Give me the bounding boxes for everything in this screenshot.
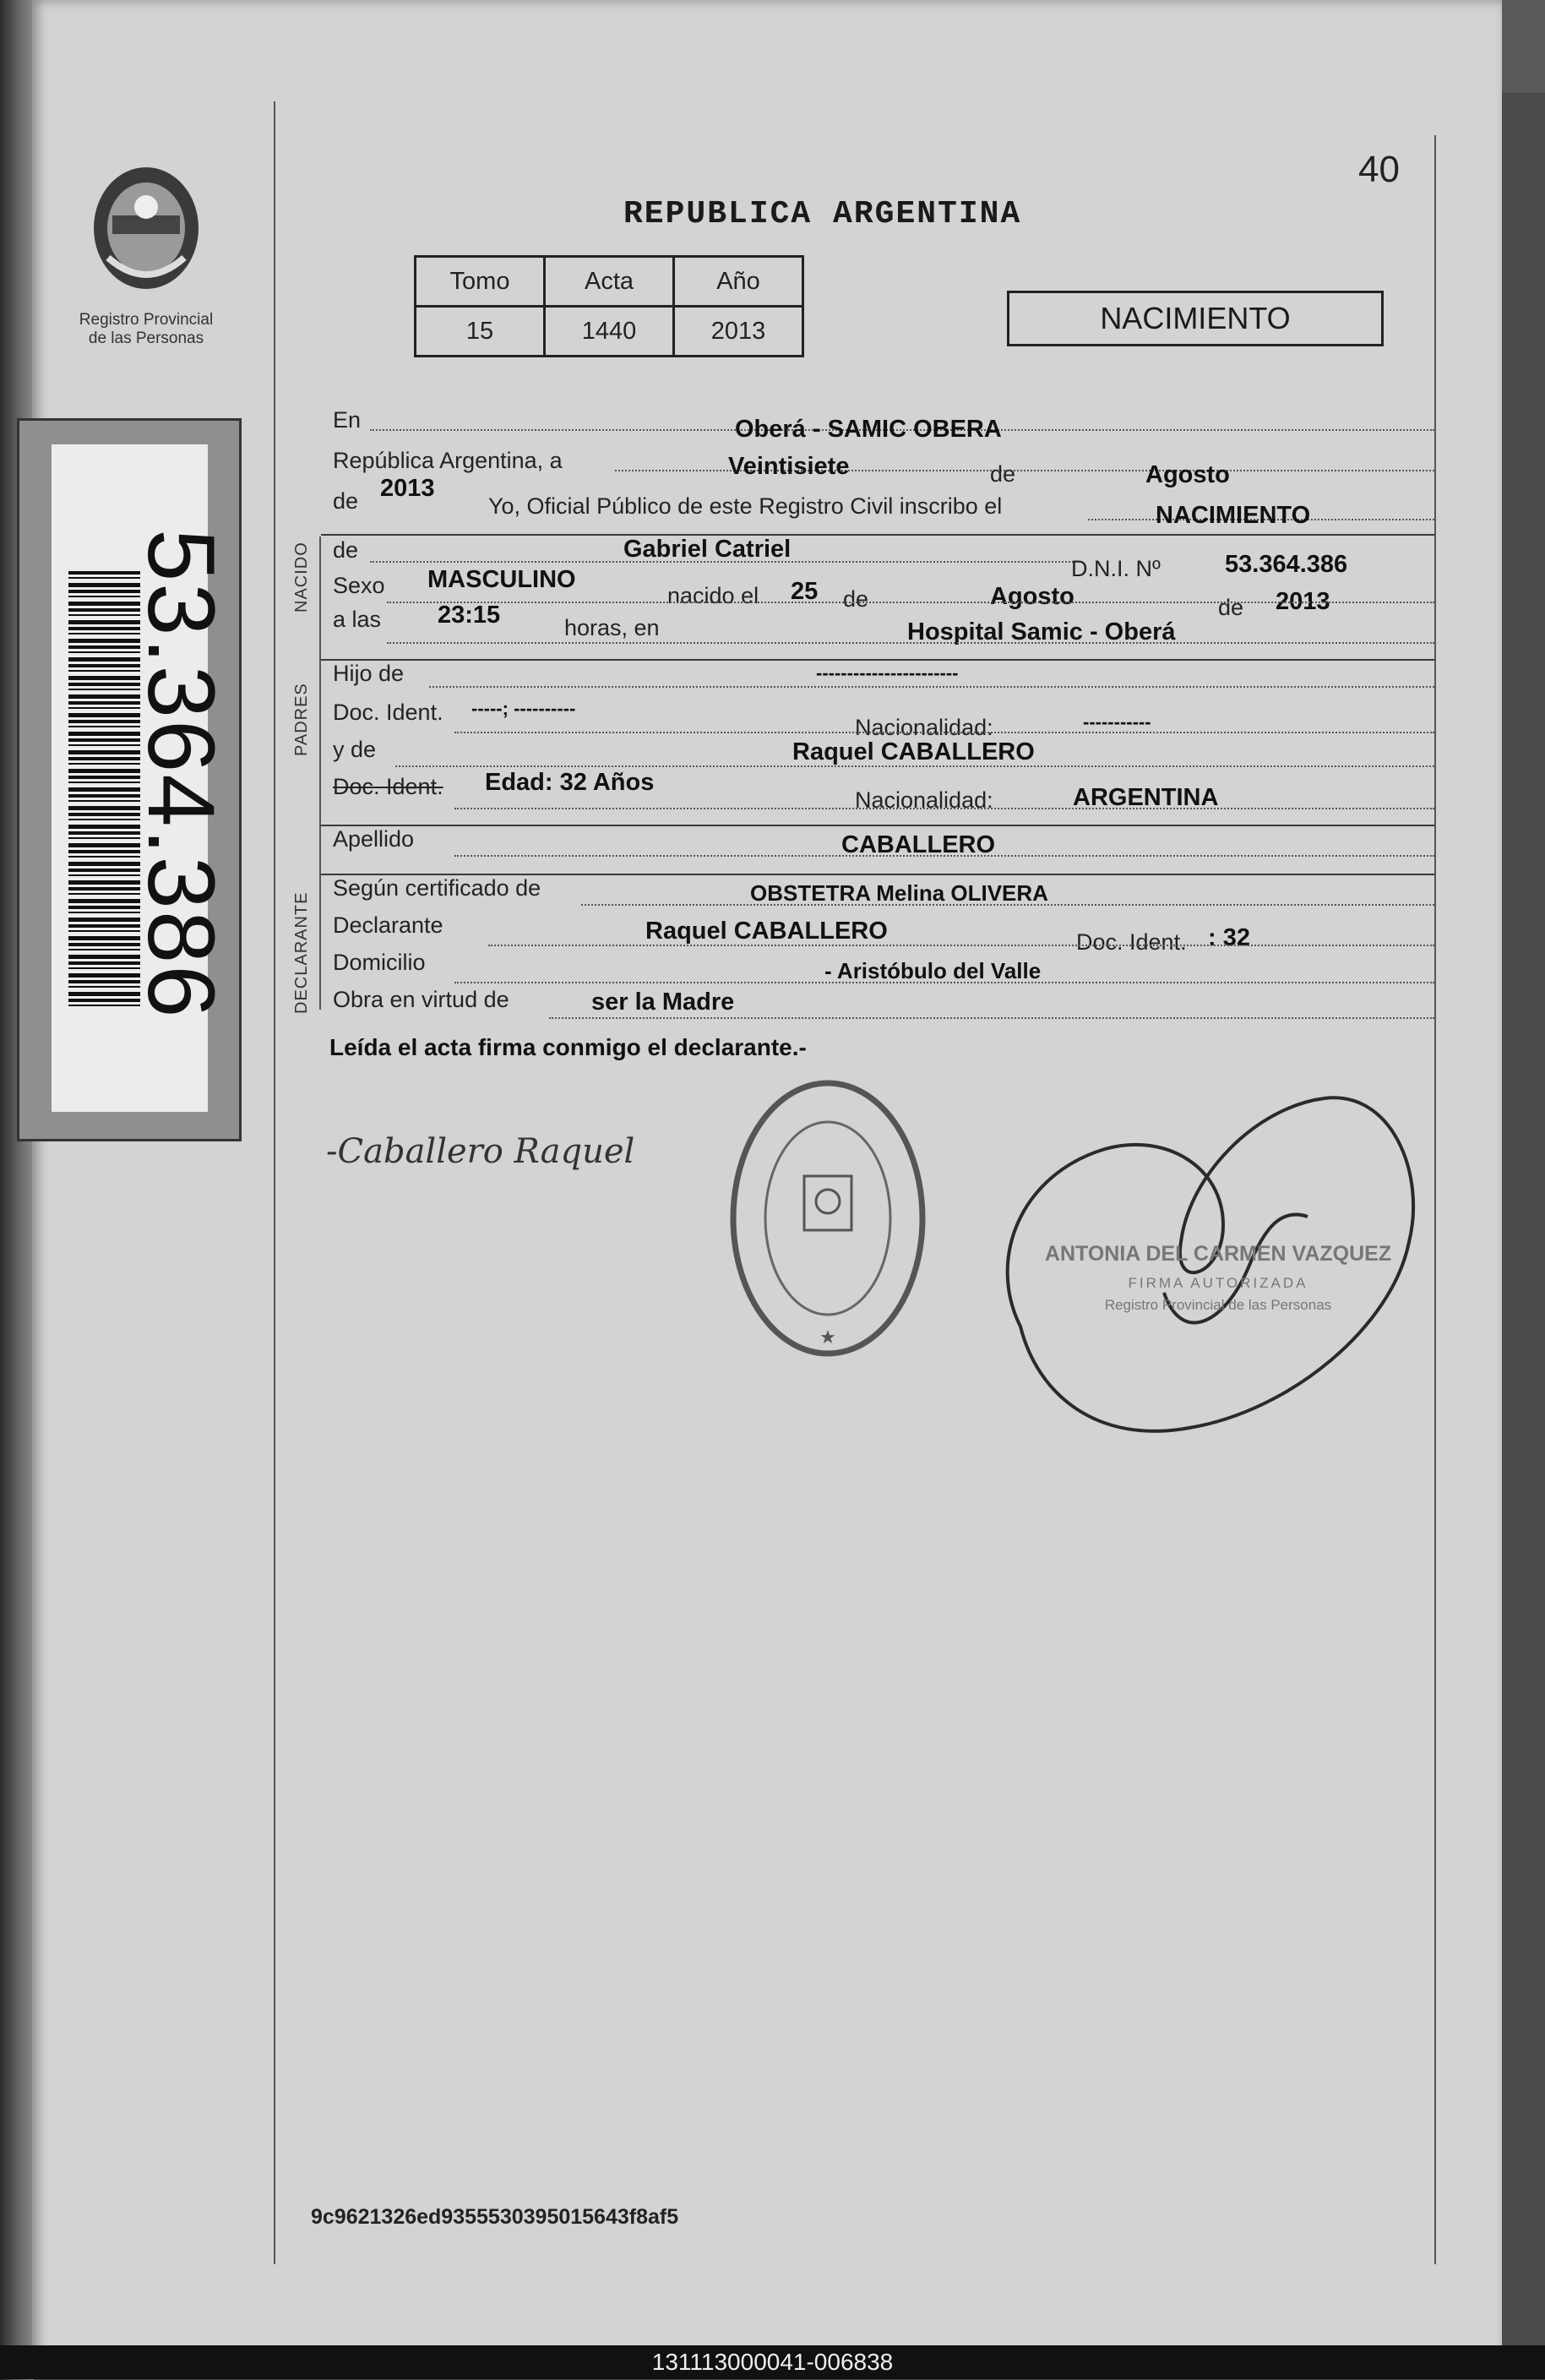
year-value: 2013 <box>380 475 435 502</box>
nacido-label: nacido el <box>667 583 759 608</box>
birth-month: Agosto <box>990 583 1074 610</box>
country-title: REPUBLICA ARGENTINA <box>623 196 1022 232</box>
section-nacido: NACIDO <box>292 542 311 613</box>
nombre-label: de <box>333 537 359 563</box>
rule-2 <box>321 659 1434 661</box>
section-divider <box>319 536 321 1010</box>
document-page <box>32 0 1502 2357</box>
declarante-dots <box>488 945 1434 946</box>
book-binding <box>0 0 34 2380</box>
act-type-box: NACIMIENTO <box>1007 291 1384 346</box>
sticker-label <box>52 444 234 1112</box>
dni-sticker <box>17 418 242 1141</box>
doc3-value: : 32 <box>1208 924 1250 951</box>
page-number: 40 <box>1358 149 1400 190</box>
doc3-label: Doc. Ident. <box>1076 929 1187 955</box>
section-declarante: DECLARANTE <box>292 891 311 1014</box>
domicilio-dots <box>454 982 1434 983</box>
nac1-value: ----------- <box>1083 711 1151 733</box>
tomo-header: Tomo <box>416 257 545 307</box>
lugar-dots <box>387 642 1434 644</box>
doc1-value: -----; ---------- <box>471 698 576 719</box>
hijo-label: Hijo de <box>333 661 405 686</box>
nac1-label: Nacionalidad: <box>855 715 993 740</box>
act-value: NACIMIENTO <box>1156 502 1311 529</box>
apellido-dots <box>454 855 1434 857</box>
tomo-value: 15 <box>416 307 545 357</box>
leida-text: Leída el acta firma conmigo el declarante.- <box>329 1034 807 1060</box>
tomo-header-row <box>416 257 803 307</box>
obra-value: ser la Madre <box>591 988 735 1016</box>
y-de-label: y de <box>333 737 377 762</box>
tomo-value-row <box>416 307 803 357</box>
madre-value: Raquel CABALLERO <box>792 738 1035 765</box>
rule-3 <box>321 825 1434 826</box>
declarante-value: Raquel CABALLERO <box>645 918 888 945</box>
section-padres: PADRES <box>292 683 311 756</box>
madre-dots <box>395 765 1434 767</box>
de-label: de <box>990 461 1016 487</box>
day-in-words: Veintisiete <box>728 453 850 480</box>
official-stamp-line-2: FIRMA AUTORIZADA <box>1128 1275 1308 1291</box>
doc1-label: Doc. Ident. <box>333 700 443 725</box>
doc2-dots <box>454 808 1434 809</box>
apellido-value: CABALLERO <box>841 831 996 858</box>
sexo-dots <box>387 602 1434 603</box>
acta-value: 1440 <box>545 307 674 357</box>
birth-de-1: de <box>843 586 869 612</box>
sexo-value: MASCULINO <box>427 566 576 593</box>
acta-header: Acta <box>545 257 674 307</box>
official-seal <box>726 1075 929 1362</box>
apellido-label: Apellido <box>333 826 415 852</box>
birth-day: 25 <box>791 578 819 605</box>
dni-value: 53.364.386 <box>1225 551 1348 578</box>
hijo-value: ----------------------- <box>816 662 959 684</box>
doc1-dots <box>454 732 1434 733</box>
cert-dots <box>581 904 1434 906</box>
oficial-text: Yo, Oficial Público de este Registro Civil inscribo el <box>488 493 1003 519</box>
official-stamp <box>1032 1242 1404 1314</box>
hora-value: 23:15 <box>438 602 501 629</box>
registry-line-2: de las Personas <box>88 329 204 347</box>
official-stamp-name: ANTONIA DEL CARMEN VAZQUEZ <box>1044 1242 1392 1266</box>
official-stamp-line-3: Registro Provincial de las Personas <box>1104 1297 1332 1313</box>
lugar-value: Hospital Samic - Oberá <box>907 618 1176 645</box>
province-emblem <box>83 156 209 304</box>
domicilio-value: - Aristóbulo del Valle <box>824 958 1042 983</box>
dni-label: D.N.I. Nº <box>1071 556 1161 581</box>
ano-value: 2013 <box>674 307 803 357</box>
rule-1 <box>321 534 1434 536</box>
republica-label: República Argentina, a <box>333 448 563 473</box>
hijo-dots <box>429 686 1434 688</box>
en-label: En <box>333 407 362 433</box>
obra-label: Obra en virtud de <box>333 987 509 1012</box>
declarant-signature: -Caballero Raquel <box>326 1132 635 1171</box>
cert-value: OBSTETRA Melina OLIVERA <box>750 880 1048 906</box>
cert-label: Según certificado de <box>333 875 541 901</box>
birth-year: 2013 <box>1276 588 1330 615</box>
registry-line-1: Registro Provincial <box>79 311 214 329</box>
year-prefix: de <box>333 488 359 514</box>
doc2-label: Doc. Ident. <box>333 774 443 799</box>
obra-dots <box>549 1017 1434 1019</box>
nac2-value: ARGENTINA <box>1073 784 1219 811</box>
margin-line <box>274 101 275 2264</box>
ano-header: Año <box>674 257 803 307</box>
scan-id: 131113000041-006838 <box>0 2345 1545 2379</box>
nac2-label: Nacionalidad: <box>855 787 993 813</box>
registry-name <box>74 311 218 348</box>
declarante-label: Declarante <box>333 912 443 938</box>
sticker-number: 53.364.386 <box>128 529 234 1020</box>
edad-value: Edad: 32 Años <box>485 769 655 796</box>
month-value: Agosto <box>1145 461 1230 488</box>
tomo-acta-table <box>414 255 804 357</box>
birth-de-2: de <box>1218 595 1244 620</box>
en-value: Oberá - SAMIC OBERA <box>735 416 1002 443</box>
a-las-label: a las <box>333 607 382 632</box>
svg-text:★: ★ <box>819 1327 836 1348</box>
horas-en-label: horas, en <box>564 615 660 640</box>
document-hash: 9c9621326ed9355530395015643f8af5 <box>311 2205 679 2229</box>
nombre-value: Gabriel Catriel <box>623 536 792 563</box>
domicilio-label: Domicilio <box>333 950 426 975</box>
sexo-label: Sexo <box>333 573 385 598</box>
